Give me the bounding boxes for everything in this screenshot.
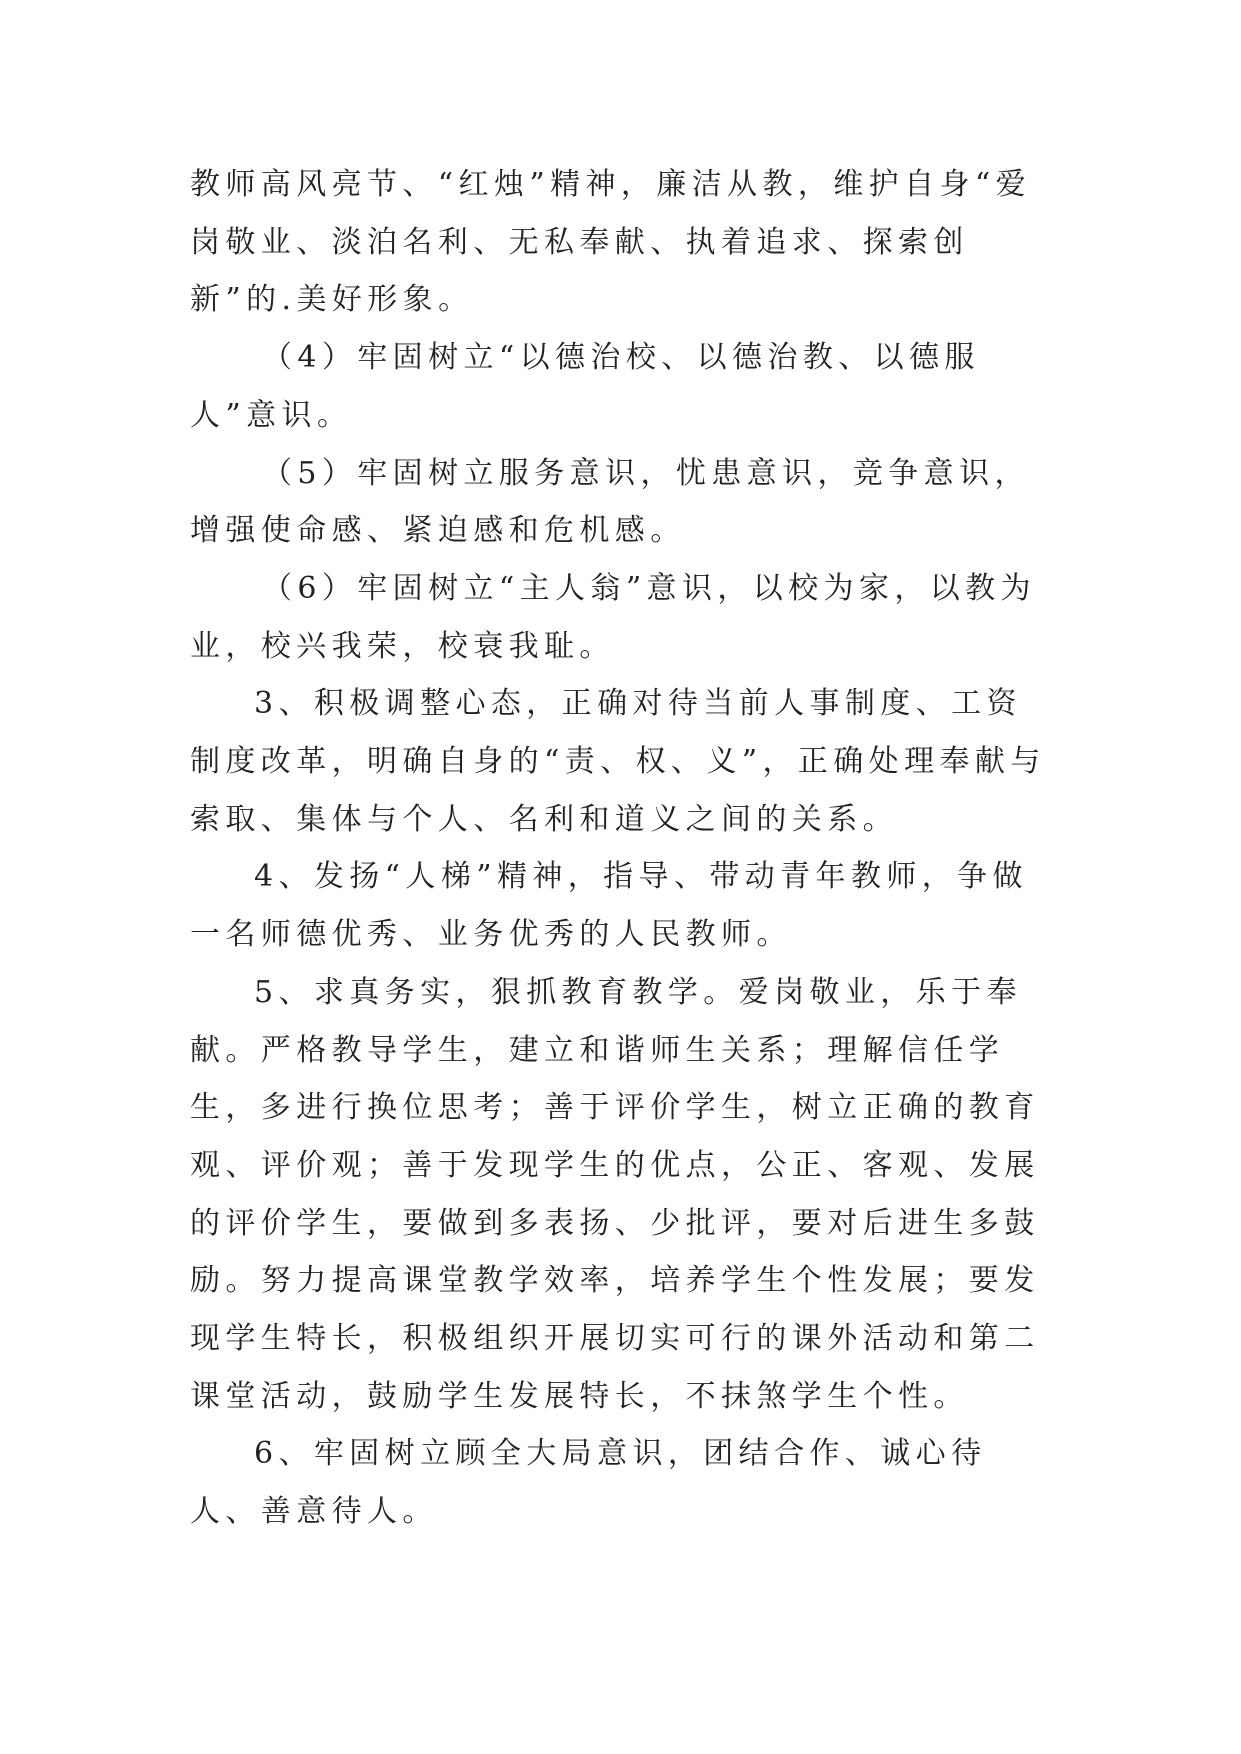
paragraph-continuation: 教师高风亮节、“红烛”精神，廉洁从教，维护自身“爱岗敬业、淡泊名利、无私奉献、执着追求、探索创新”的.美好形象。: [190, 167, 1032, 318]
paragraph-point-5: 5、求真务实，狠抓教育教学。爱岗敬业，乐于奉献。严格教导学生，建立和谐师生关系；理解信任学生，多进行换位思考；善于评价学生，树立正确的教育观、评价观；善于发现学生的优点，公正、客观、发展的评价学生，要做到多表扬、少批评，要对后进生多鼓励。努力提高课堂教学效率，培养学生个性发展；要发现学生特长，积极组织开展切实可行的课外活动和第二课堂活动，鼓励学生发展特长，不抹煞学生个性。: [190, 974, 1040, 1414]
document-body: [190, 156, 1050, 1541]
paragraph-point-6: 6、牢固树立顾全大局意识，团结合作、诚心待人、善意待人。: [190, 1436, 987, 1530]
paragraph-point-3: 3、积极调整心态，正确对待当前人事制度、工资制度改革，明确自身的“责、权、义”，正确处理奉献与索取、集体与个人、名利和道义之间的关系。: [190, 686, 1046, 837]
paragraph-item-5: （5）牢固树立服务意识，忧患意识，竞争意识，增强使命感、紧迫感和危机感。: [190, 455, 1030, 549]
paragraph-item-4: （4）牢固树立“以德治校、以德治教、以德服人”意识。: [190, 340, 980, 433]
paragraph-item-6: （6）牢固树立“主人翁”意识，以校为家，以教为业，校兴我荣，校衰我耻。: [190, 570, 1036, 664]
paragraph-point-4: 4、发扬“人梯”精神，指导、带动青年教师，争做一名师德优秀、业务优秀的人民教师。: [190, 859, 1028, 953]
